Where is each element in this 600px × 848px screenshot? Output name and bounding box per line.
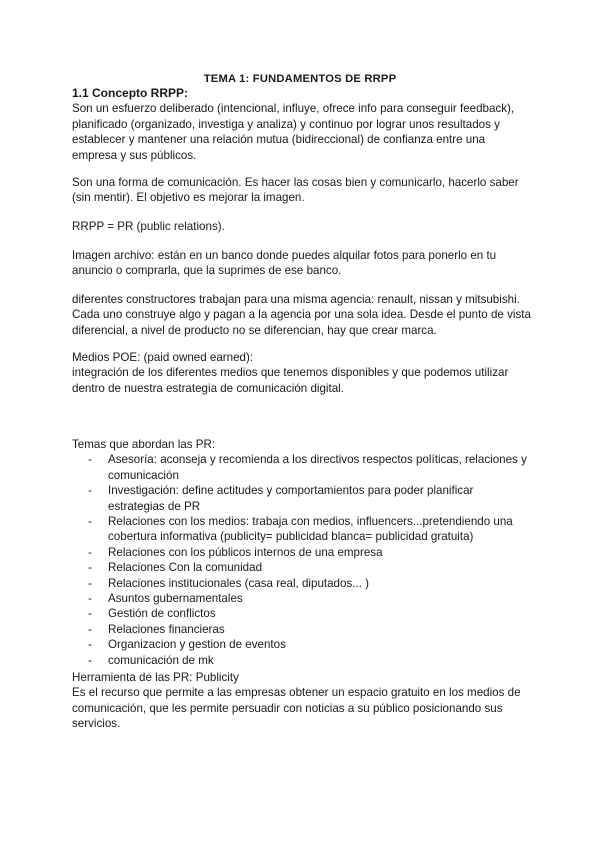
tool-heading: Herramienta de las PR: Publicity: [72, 671, 239, 684]
list-item: - Investigación: define actitudes y comportamientos para poder planificar estrategias de PR: [72, 483, 532, 514]
paragraph-communication: Son una forma de comunicación. Es hacer las cosas bien y comunicarlo, hacerlo saber (sin mentir). El objetivo es mejorar la imagen.: [72, 176, 519, 205]
list-item: - Asuntos gubernamentales: [72, 591, 532, 606]
paragraph-constructors: diferentes constructores trabajan para una misma agencia: renault, nissan y mitsubishi. Cada uno construye algo y pagan a la agencia por una sola idea. Desde el punto de vista diferencial, a nivel de producto no se diferencian, hay que crear marca.: [72, 293, 531, 337]
list-item: - comunicación de mk: [72, 653, 532, 668]
tool-text: Es el recurso que permite a las empresas obtener un espacio gratuito en los medios de comunicación, que les permite persuadir con noticias a su público posicionando sus servicios.: [72, 686, 521, 731]
tool-section: [72, 670, 532, 732]
document-title: TEMA 1: FUNDAMENTOS DE RRPP: [203, 73, 397, 85]
paragraph-poe-block: [72, 350, 532, 396]
topics-list: [72, 452, 532, 668]
list-item: - Relaciones con los públicos internos de una empresa: [72, 545, 532, 560]
list-item: - Gestión de conflictos: [72, 606, 532, 621]
paragraph-poe-text: integración de los diferentes medios que tenemos disponibles y que podemos utilizar dentro de nuestra estrategia de comunicación digital.: [72, 366, 509, 395]
topics-intro: Temas que abordan las PR:: [72, 438, 216, 451]
paragraph-image-archive: Imagen archivo: están en un banco donde puedes alquilar fotos para ponerlo en tu anuncio o comprarla, que la suprimes de ese banco.: [72, 249, 497, 278]
topics-section: [72, 437, 532, 668]
paragraph-rrpp-pr: RRPP = PR (public relations).: [72, 220, 225, 233]
paragraph-image-archive-block: [72, 248, 532, 279]
section-concepto: [72, 86, 532, 163]
list-item: - Organizacion y gestion de eventos: [72, 637, 532, 652]
paragraph-constructors-block: [72, 292, 532, 338]
paragraph-communication-block: [72, 175, 532, 206]
paragraph-definition: Son un esfuerzo deliberado (intencional, influye, ofrece info para conseguir feedback), planificado (organizado, investiga y analiza) y continuo por lograr unos resultados y establecer y mantener una relación mutua (bidireccional) de confianza entre una empresa y sus públicos.: [72, 102, 515, 162]
paragraph-rrpp-block: [72, 219, 532, 234]
section-heading: 1.1 Concepto RRPP:: [72, 86, 189, 100]
list-item: - Relaciones institucionales (casa real, diputados... ): [72, 576, 532, 591]
list-item: - Asesoría: aconseja y recomienda a los directivos respectos políticas, relaciones y comunicación: [72, 452, 532, 483]
list-item: - Relaciones con los medios: trabaja con medios, influencers...pretendiendo una cobertura informativa (publicity= publicidad blanca= publicidad gratuita): [72, 514, 532, 545]
paragraph-poe-title: Medios POE: (paid owned earned):: [72, 351, 254, 364]
list-item: - Relaciones Con la comunidad: [72, 560, 532, 575]
list-item: - Relaciones financieras: [72, 622, 532, 637]
